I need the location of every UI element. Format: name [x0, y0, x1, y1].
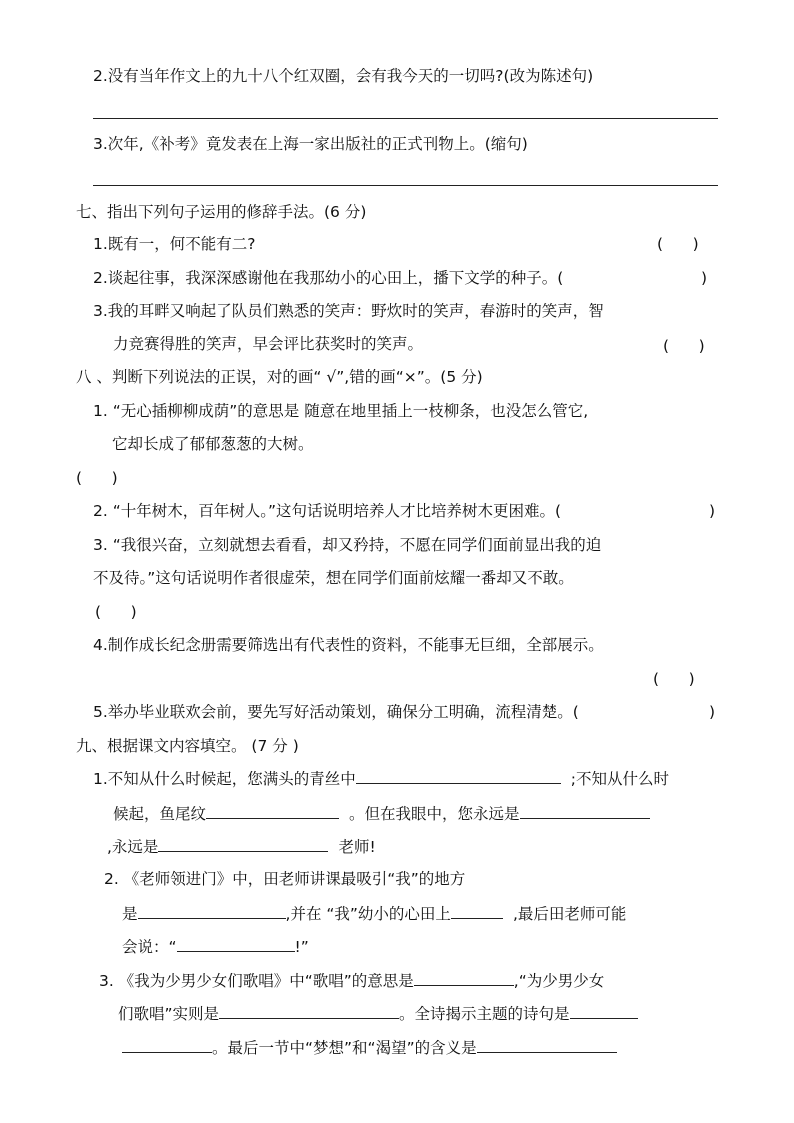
s9-question-1-line1	[93, 768, 669, 789]
section9-title: 九、根据课文内容填空。 (7 分 )	[76, 737, 299, 755]
s9-q1-text-a: 1.不知从什么时候起，您满头的青丝中	[93, 770, 356, 788]
fill-blank[interactable]	[206, 803, 339, 819]
s9-question-1-line3	[107, 836, 376, 857]
s9-q1-text-e: ,永远是	[107, 838, 159, 856]
s7-question-3-line1: 3.我的耳畔又响起了队员们熟悉的笑声：野炊时的笑声，春游时的笑声，智	[93, 302, 604, 320]
fill-blank[interactable]	[158, 836, 328, 852]
answer-paren[interactable]: ( )	[663, 337, 705, 355]
s9-q1-text-d: 。但在我眼中，您永远是	[349, 805, 520, 823]
s9-question-2-line2	[122, 903, 626, 924]
answer-line[interactable]	[93, 185, 718, 186]
s8-question-3-line1: 3. “我很兴奋，立刻就想去看看，却又矜持，不愿在同学们面前显出我的迫	[93, 536, 602, 554]
answer-paren[interactable]: ( )	[95, 603, 137, 621]
s9-question-3-line1	[99, 970, 604, 991]
fill-blank[interactable]	[414, 970, 514, 986]
s7-question-2: 2.谈起往事，我深深感谢他在我那幼小的心田上，播下文学的种子。(	[93, 269, 564, 287]
fill-blank[interactable]	[570, 1003, 638, 1019]
fill-blank[interactable]	[177, 936, 295, 952]
s6-question-2: 2.没有当年作文上的九十八个红双圈，会有我今天的一切吗?(改为陈述句)	[93, 67, 594, 85]
fill-blank[interactable]	[520, 803, 650, 819]
s9-question-1-line2	[113, 803, 650, 824]
s9-q1-text-b: ;不知从什么时	[570, 770, 670, 788]
answer-paren-close[interactable]: )	[701, 269, 708, 287]
s9-q2-text-b: 是	[122, 905, 138, 923]
fill-blank[interactable]	[219, 1003, 399, 1019]
answer-paren[interactable]: ( )	[657, 235, 699, 253]
answer-line[interactable]	[93, 118, 718, 119]
s9-q3-text-d: 。全诗揭示主题的诗句是	[399, 1005, 570, 1023]
answer-paren-close[interactable]: )	[709, 703, 716, 721]
s8-question-4: 4.制作成长纪念册需要筛选出有代表性的资料，不能事无巨细，全部展示。	[93, 636, 604, 654]
s9-q2-text-c: ,并在 “我”幼小的心田上	[285, 905, 451, 923]
s9-q2-text-e: 会说：“	[122, 938, 177, 956]
s9-q3-text-c: 们歌唱”实则是	[118, 1005, 220, 1023]
fill-blank[interactable]	[451, 903, 503, 919]
s9-q3-text-b: ,“为少男少女	[513, 972, 605, 990]
s9-q2-text-d: ,最后田老师可能	[512, 905, 627, 923]
s9-question-2-line3	[122, 936, 309, 957]
fill-blank[interactable]	[356, 768, 561, 784]
s8-question-3-line2: 不及待。”这句话说明作者很虚荣，想在同学们面前炫耀一番却又不敢。	[93, 569, 574, 587]
s9-question-3-line2	[118, 1003, 638, 1024]
s9-q2-text-f: !”	[294, 938, 309, 956]
s8-question-5: 5.举办毕业联欢会前，要先写好活动策划，确保分工明确，流程清楚。(	[93, 703, 579, 721]
fill-blank[interactable]	[477, 1037, 617, 1053]
s9-q3-text-a: 3. 《我为少男少女们歌唱》中“歌唱”的意思是	[99, 972, 414, 990]
section8-title: 八 、判断下列说法的正误，对的画“ √”,错的画“×”。(5 分)	[76, 368, 483, 386]
s9-q3-text-e: 。最后一节中“梦想”和“渴望”的含义是	[212, 1039, 477, 1057]
s8-question-1-line1: 1. “无心插柳柳成荫”的意思是 随意在地里插上一枝柳条，也没怎么管它,	[93, 402, 589, 420]
s8-question-2: 2. “十年树木，百年树人。”这句话说明培养人才比培养树木更困难。(	[93, 502, 562, 520]
answer-paren-close[interactable]: )	[709, 502, 716, 520]
answer-paren[interactable]: ( )	[76, 469, 118, 487]
section7-title: 七、指出下列句子运用的修辞手法。(6 分)	[76, 203, 367, 221]
s9-question-2-line1: 2. 《老师领进门》中，田老师讲课最吸引“我”的地方	[104, 870, 466, 888]
s6-question-3: 3.次年,《补考》竟发表在上海一家出版社的正式刊物上。(缩句)	[93, 135, 528, 153]
fill-blank[interactable]	[122, 1037, 212, 1053]
s9-q1-text-f: 老师!	[338, 838, 376, 856]
answer-paren[interactable]: ( )	[653, 670, 695, 688]
s7-question-3-line2: 力竞赛得胜的笑声，早会评比获奖时的笑声。	[113, 335, 424, 353]
s7-question-1: 1.既有一，何不能有二?	[93, 235, 256, 253]
s9-q1-text-c: 候起，鱼尾纹	[113, 805, 207, 823]
s8-question-1-line2: 它却长成了郁郁葱葱的大树。	[112, 435, 314, 453]
fill-blank[interactable]	[138, 903, 286, 919]
s9-question-3-line3	[122, 1037, 617, 1058]
